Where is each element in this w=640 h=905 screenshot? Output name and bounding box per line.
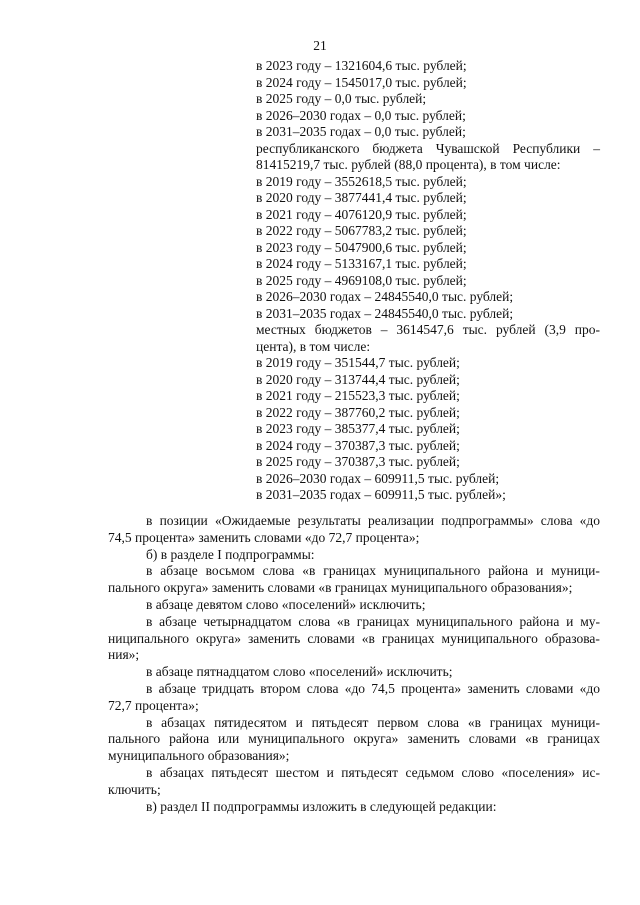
word: 74,5 (371, 680, 395, 696)
paragraph-line (108, 614, 600, 631)
line-text: муниципального образования»; (108, 748, 290, 764)
line-text: ния»; (108, 647, 140, 663)
indent (108, 547, 146, 564)
word: «Ожидаемые (214, 513, 291, 528)
word: в (146, 680, 153, 696)
funding-line: в 2026–2030 годах – 609911,5 тыс. рублей; (256, 470, 500, 486)
line-text: пального округа» заменить словами «в границах муниципального образования»; (108, 580, 573, 596)
line-text (146, 681, 600, 698)
word: муниципального (248, 731, 345, 747)
funding-line: в 2019 году – 351544,7 тыс. рублей; (256, 355, 460, 370)
word: и (566, 613, 574, 629)
word: ниципального (108, 630, 190, 646)
line-text: в абзаце пятнадцатом слово «поселений» исключить; (146, 664, 453, 680)
word: тридцать (202, 680, 255, 696)
word: слова (427, 714, 460, 730)
word: округа» (353, 731, 399, 747)
word: заменить (247, 630, 301, 646)
word: района (519, 613, 560, 629)
paragraph (108, 563, 600, 597)
indent (108, 614, 146, 631)
paragraph (108, 597, 600, 614)
word: в (146, 563, 153, 579)
word: и (536, 563, 544, 579)
word: ис- (582, 764, 600, 780)
paragraph-line (108, 782, 600, 799)
word: седьмом (405, 764, 455, 780)
word: слова (306, 680, 339, 696)
funding-line: 81415219,7 тыс. рублей (88,0 процента), в том числе: (256, 157, 561, 172)
word: района (488, 563, 529, 579)
funding-line: в 2026–2030 годах – 0,0 тыс. рублей; (256, 107, 466, 123)
line-text (108, 631, 600, 648)
word: пятьдесят (211, 764, 269, 780)
word: абзацах (161, 714, 206, 730)
word: восьмом (205, 563, 255, 579)
funding-line: в 2023 году – 1321604,6 тыс. рублей; (256, 58, 467, 73)
word: границах (381, 630, 435, 646)
paragraph (108, 715, 600, 765)
paragraph-line (108, 765, 600, 782)
word: слова (262, 563, 295, 579)
word: – (593, 140, 600, 156)
word: границах (547, 731, 600, 747)
indent (108, 513, 146, 530)
funding-line: в 2022 году – 5067783,2 тыс. рублей; (256, 223, 467, 238)
paragraph-line (108, 681, 600, 698)
word: абзаце (159, 613, 197, 629)
word: «до (344, 680, 366, 696)
word: муници- (551, 563, 600, 579)
word: 3614547,6 (396, 322, 454, 337)
paragraph (108, 513, 600, 547)
paragraph-line (108, 731, 600, 748)
word: – (380, 322, 388, 337)
paragraph (108, 614, 600, 664)
word: границах (356, 613, 410, 629)
funding-line: в 2026–2030 годах – 24845540,0 тыс. рублей; (256, 289, 514, 304)
word: абзаце (160, 563, 198, 579)
line-text: б) в разделе I подпрограммы: (146, 546, 315, 562)
word: границах (323, 563, 376, 579)
paragraph (108, 664, 600, 681)
word: словами (468, 731, 517, 747)
paragraph-line (108, 799, 600, 816)
indent (108, 597, 146, 614)
line-text (146, 513, 600, 530)
paragraph-line (108, 647, 600, 664)
word: пятьдесят (311, 714, 369, 730)
word: шестом (275, 764, 320, 780)
word: или (218, 731, 240, 747)
word: первом (377, 714, 419, 730)
line-text (146, 614, 600, 631)
funding-line: в 2020 году – 313744,4 тыс. рублей; (256, 371, 460, 387)
line-text (146, 563, 600, 580)
word: про- (574, 322, 600, 337)
funding-line: в 2023 году – 5047900,6 тыс. рублей; (256, 239, 467, 255)
word: Республики (512, 140, 581, 156)
funding-line: в 2024 году – 1545017,0 тыс. рублей; (256, 74, 467, 90)
word: пятидесятом (214, 714, 287, 730)
line-text: 72,7 процента»; (108, 697, 199, 713)
word: рублей (495, 322, 536, 337)
word: в (146, 613, 153, 629)
word: района (169, 731, 210, 747)
word: словами (525, 680, 574, 696)
word: (3,9 (544, 322, 566, 337)
line-text: в абзаце девятом слово «поселений» исключить; (146, 596, 426, 612)
indent (108, 681, 146, 698)
line-text: 74,5 процента» заменить словами «до 72,7 процента»; (108, 529, 420, 545)
word: местных (256, 322, 306, 337)
word: «в (467, 714, 481, 730)
indent (108, 799, 146, 816)
paragraph (108, 765, 600, 799)
word: заменить (467, 680, 520, 696)
indent (108, 765, 146, 782)
funding-line: в 2023 году – 385377,4 тыс. рублей; (256, 421, 460, 436)
paragraph-line (108, 698, 600, 715)
word: абзацах (159, 764, 204, 780)
funding-line: в 2022 году – 387760,2 тыс. рублей; (256, 404, 460, 420)
paragraph-line (108, 748, 600, 765)
word: словами (307, 630, 355, 646)
indent (108, 563, 146, 580)
word: округа» (196, 630, 241, 646)
word: «в (302, 563, 316, 579)
funding-line: в 2031–2035 годах – 0,0 тыс. рублей; (256, 124, 466, 139)
paragraph-line (108, 715, 600, 732)
line-text (146, 765, 600, 782)
word: «в (361, 630, 375, 646)
word: и (295, 714, 303, 730)
page-number: 21 (313, 38, 327, 53)
paragraph-line (108, 664, 600, 681)
funding-line: в 2025 году – 370387,3 тыс. рублей; (256, 454, 460, 469)
word: втором (260, 680, 301, 696)
word: в (146, 714, 153, 730)
line-text: ключить; (108, 781, 161, 797)
paragraph-line (108, 513, 600, 530)
word: Чувашской (435, 140, 500, 156)
funding-line: в 2031–2035 годах – 609911,5 тыс. рублей»; (256, 487, 506, 502)
word: в (146, 764, 153, 780)
line-text (108, 731, 600, 748)
word: заменить (407, 731, 460, 747)
paragraph (108, 681, 600, 715)
word: подпрограммы» (441, 513, 534, 528)
word: четырнадцатом (203, 613, 292, 629)
indent (108, 715, 146, 732)
word: пального (108, 731, 161, 747)
word: «в (336, 613, 350, 629)
word: «до (579, 513, 600, 528)
indent (108, 664, 146, 681)
funding-line: в 2031–2035 годах – 24845540,0 тыс. рублей; (256, 305, 514, 321)
word: «поселения» (501, 764, 575, 780)
line-text: в) раздел II подпрограммы изложить в следующей редакции: (146, 798, 497, 814)
funding-line-justified (256, 141, 600, 158)
paragraph-line (108, 597, 600, 614)
word: тыс. (462, 322, 488, 337)
line-text (146, 715, 600, 732)
word: бюджетов (314, 322, 372, 337)
word: «до (579, 680, 600, 696)
paragraph-line (108, 563, 600, 580)
word: «в (525, 731, 539, 747)
word: позиции (159, 513, 208, 528)
funding-line: в 2019 году – 3552618,5 тыс. рублей; (256, 173, 467, 189)
word: абзаце (158, 680, 196, 696)
word: муниципального (416, 613, 513, 629)
word: муниципального (441, 630, 538, 646)
funding-line: в 2024 году – 370387,3 тыс. рублей; (256, 437, 460, 453)
word: в (146, 513, 153, 528)
funding-line: в 2021 году – 4076120,9 тыс. рублей; (256, 206, 467, 222)
paragraph-line (108, 631, 600, 648)
funding-line: в 2025 году – 4969108,0 тыс. рублей; (256, 272, 467, 288)
funding-line: в 2020 году – 3877441,4 тыс. рублей; (256, 190, 467, 205)
paragraph-line (108, 580, 600, 597)
funding-line-justified (256, 322, 600, 339)
funding-line: цента), в том числе: (256, 338, 371, 354)
word: реализации (368, 513, 435, 528)
funding-line: в 2025 году – 0,0 тыс. рублей; (256, 91, 427, 106)
paragraph-line (108, 547, 600, 564)
funding-list (256, 58, 600, 504)
word: слово (461, 764, 494, 780)
paragraph (108, 799, 600, 816)
word: и (326, 764, 334, 780)
word: бюджета (372, 140, 423, 156)
word: процента» (401, 680, 462, 696)
word: границах (489, 714, 543, 730)
word: образова- (544, 630, 600, 646)
word: республиканского (256, 140, 360, 156)
word: муниципального (383, 563, 481, 579)
word: результаты (297, 513, 361, 528)
word: слова (298, 613, 331, 629)
paragraph (108, 547, 600, 564)
body-text (108, 513, 600, 815)
funding-line: в 2024 году – 5133167,1 тыс. рублей; (256, 256, 467, 271)
paragraph-line (108, 530, 600, 547)
word: му- (580, 613, 600, 629)
word: муници- (551, 714, 600, 730)
funding-line: в 2021 году – 215523,3 тыс. рублей; (256, 388, 460, 403)
word: слова (540, 513, 573, 528)
word: пятьдесят (341, 764, 399, 780)
